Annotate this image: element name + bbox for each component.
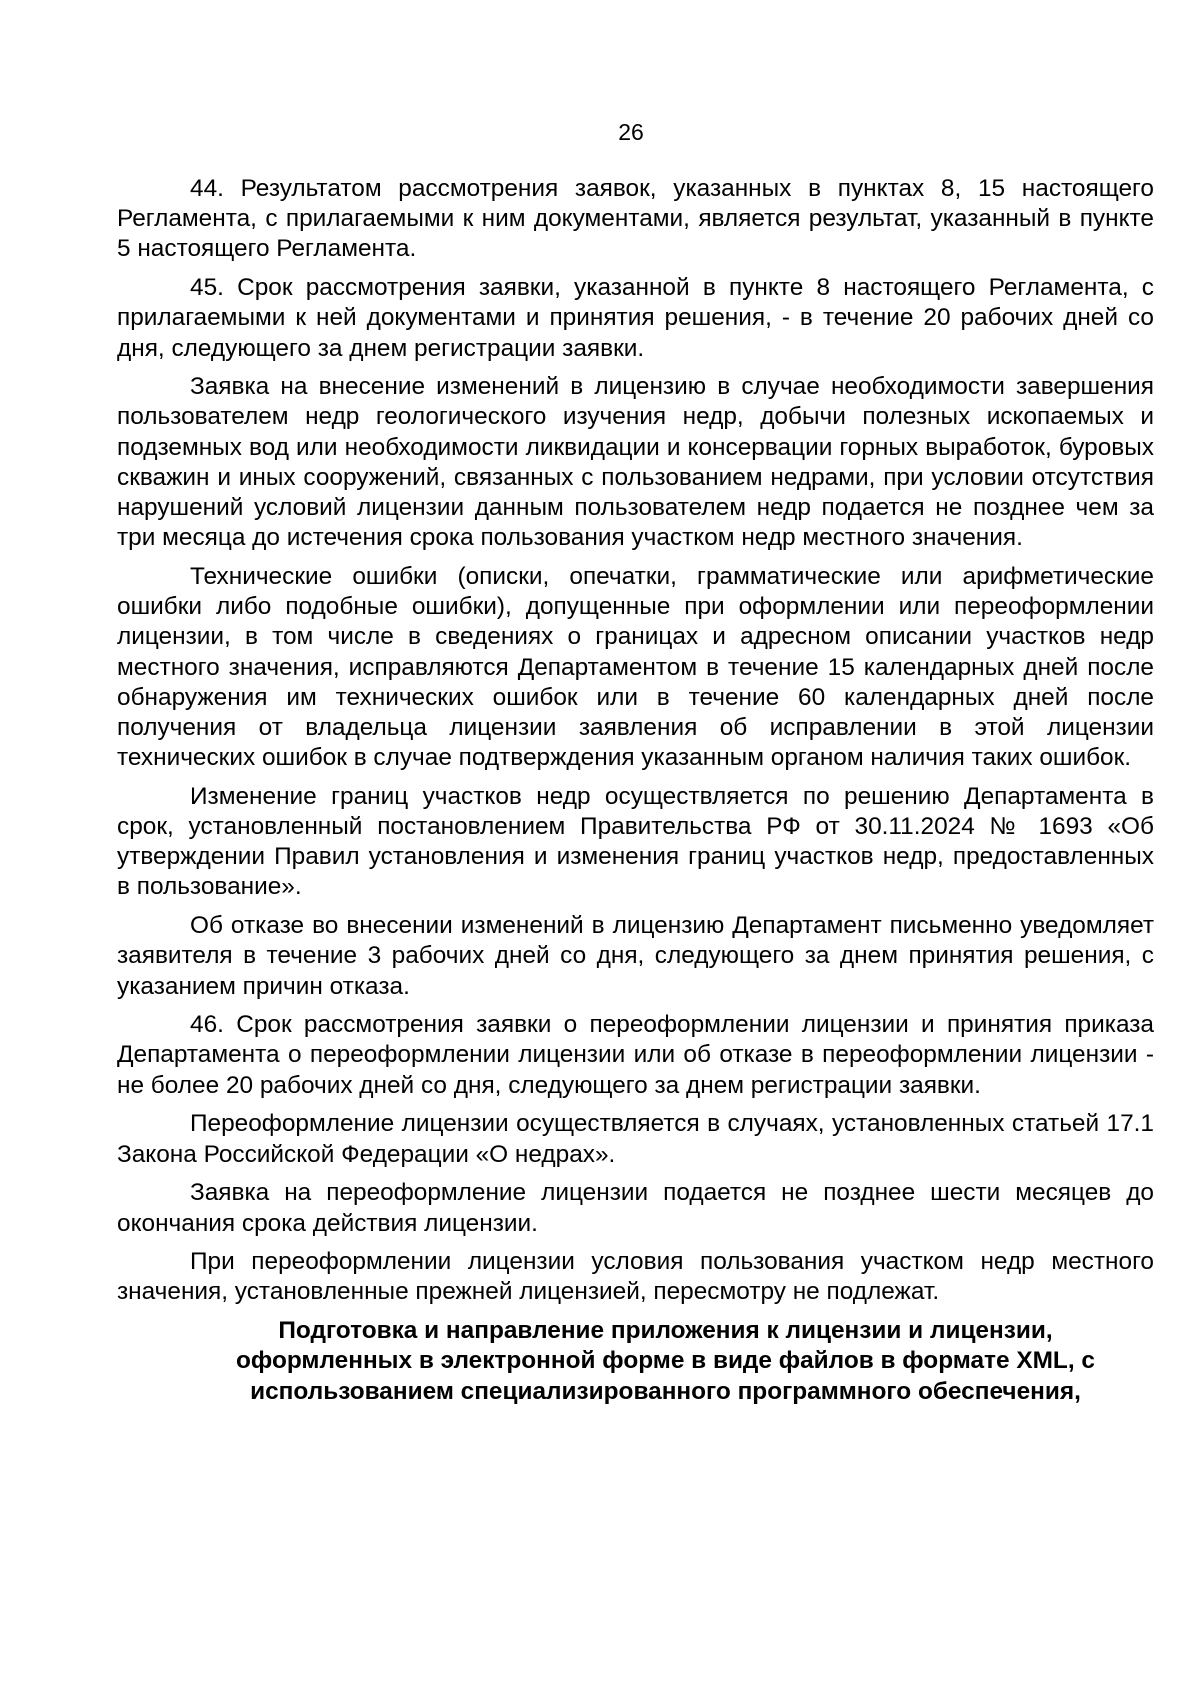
paragraph-reissue-cases: Переоформление лицензии осуществляется в случаях, установленных статьей 17.1 Закона Российской Федерации «О недрах». [117, 1110, 1154, 1168]
paragraph-46: 46. Срок рассмотрения заявки о переоформлении лицензии и принятия приказа Департамента о переоформлении лицензии или об отказе в переоформлении лицензии - не более 20 рабочих дней со дня, следующего за днем регистрации заявки. [117, 1011, 1154, 1099]
section-heading-line: Подготовка и направление приложения к лицензии и лицензии, [278, 1317, 1053, 1345]
paragraph-refusal-notice: Об отказе во внесении изменений в лицензию Департамент письменно уведомляет заявителя в течение 3 рабочих дней со дня, следующего за днем принятия решения, с указанием причин отказа. [117, 912, 1154, 1000]
paragraph-reissue-conditions: При переоформлении лицензии условия пользования участком недр местного значения, установленные прежней лицензией, пересмотру не подлежат. [117, 1248, 1154, 1306]
section-heading-line: использованием специализированного программного обеспечения, [250, 1377, 1081, 1405]
paragraph-reissue-deadline: Заявка на переоформление лицензии подается не позднее шести месяцев до окончания срока действия лицензии. [117, 1179, 1154, 1237]
page-number: 26 [618, 119, 644, 145]
paragraph-44: 44. Результатом рассмотрения заявок, указанных в пунктах 8, 15 настоящего Регламента, с прилагаемыми к ним документами, является результат, указанный в пункте 5 настоящего Регламента. [117, 175, 1154, 263]
paragraph-license-change-request: Заявка на внесение изменений в лицензию в случае необходимости завершения пользователем недр геологического изучения недр, добычи полезных ископаемых и подземных вод или необходимости ликвидации и консервации горных выработок, буровых скважин и иных сооружений, связанных с пользованием недрами, при условии отсутствия нарушений условий лицензии данным пользователем недр подается не позднее чем за три месяца до истечения срока пользования участком недр местного значения. [117, 373, 1154, 552]
section-heading-line: оформленных в электронной форме в виде файлов в формате XML, с [236, 1347, 1095, 1375]
paragraph-technical-errors: Технические ошибки (описки, опечатки, грамматические или арифметические ошибки либо подобные ошибки), допущенные при оформлении или переоформлении лицензии, в том числе в сведениях о границах и адресном описании участков недр местного значения, исправляются Департаментом в течение 15 календарных дней после обнаружения им технических ошибок или в течение 60 календарных дней после получения от владельца лицензии заявления об исправлении в этой лицензии технических ошибок в случае подтверждения указанным органом наличия таких ошибок. [117, 562, 1154, 772]
document-body [117, 174, 1154, 1407]
paragraph-boundary-change: Изменение границ участков недр осуществляется по решению Департамента в срок, установленный постановлением Правительства РФ от 30.11.2024 № 1693 «Об утверждении Правил установления и изменения границ участков недр, предоставленных в пользование». [117, 782, 1154, 901]
section-heading [117, 1316, 1154, 1407]
paragraph-45: 45. Срок рассмотрения заявки, указанной в пункте 8 настоящего Регламента, с прилагаемыми к ней документами и принятия решения, - в течение 20 рабочих дней со дня, следующего за днем регистрации заявки. [117, 274, 1154, 362]
